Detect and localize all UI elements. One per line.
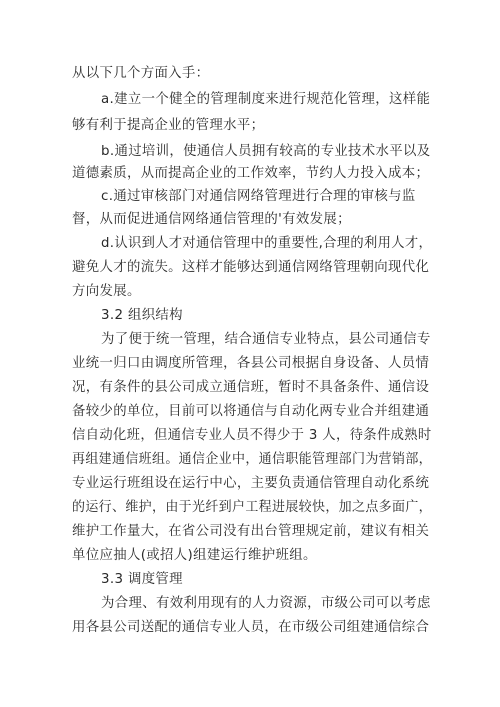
paragraph-line: 专业运行班组设在运行中心，主要负责通信管理自动化系统 [72, 476, 430, 491]
paragraph-line: 方向发展。 [72, 284, 141, 299]
paragraph-line: 督，从而促进通信网络通信管理的'有效发展； [72, 212, 351, 227]
paragraph-line: 单位应抽人(或招人)组建运行维护班组。 [72, 548, 317, 563]
paragraph-line: 道德素质，从而提高企业的工作效率，节约人力投入成本； [72, 166, 430, 181]
paragraph-line: 再组建通信班组。通信企业中，通信职能管理部门为营销部， [72, 452, 432, 467]
paragraph-line: 信自动化班，但通信专业人员不得少于 3 人，待条件成熟时 [72, 428, 432, 443]
paragraph-line: 备较少的单位，目前可以将通信与自动化两专业合并组建通 [72, 404, 430, 419]
list-item-a: a.建立一个健全的管理制度来进行规范化管理，这样能 [101, 92, 431, 107]
paragraph-line: 够有利于提高企业的管理水平； [72, 118, 265, 133]
paragraph-line: 况，有条件的县公司成立通信班，暂时不具备条件、通信设 [72, 380, 430, 395]
list-item-c: c.通过审核部门对通信网络管理进行合理的审核与监 [101, 189, 416, 204]
paragraph-line: 避免人才的流失。这样才能够达到通信网络管理朝向现代化 [72, 260, 430, 275]
paragraph-line: 维护工作量大，在省公司没有出台管理规定前，建议有相关 [72, 524, 430, 539]
paragraph-line: 业统一归口由调度所管理，各县公司根据自身设备、人员情 [72, 356, 430, 371]
section-heading-3-3: 3.3 调度管理 [101, 572, 183, 587]
paragraph-line: 为了便于统一管理，结合通信专业特点，县公司通信专 [101, 332, 431, 347]
paragraph-line: 用各县公司送配的通信专业人员，在市级公司组建通信综合 [72, 620, 430, 635]
list-item-b: b.通过培训，使通信人员拥有较高的专业技术水平以及 [101, 144, 431, 159]
list-item-d: d.认识到人才对通信管理中的重要性,合理的利用人才， [101, 236, 433, 251]
paragraph-line: 的运行、维护，由于光纤到户工程进展较快，加之点多面广， [72, 500, 432, 515]
paragraph-line: 为合理、有效利用现有的人力资源，市级公司可以考虑 [101, 596, 431, 611]
paragraph-line: 从以下几个方面入手： [72, 66, 210, 81]
section-heading-3-2: 3.2 组织结构 [101, 308, 183, 323]
